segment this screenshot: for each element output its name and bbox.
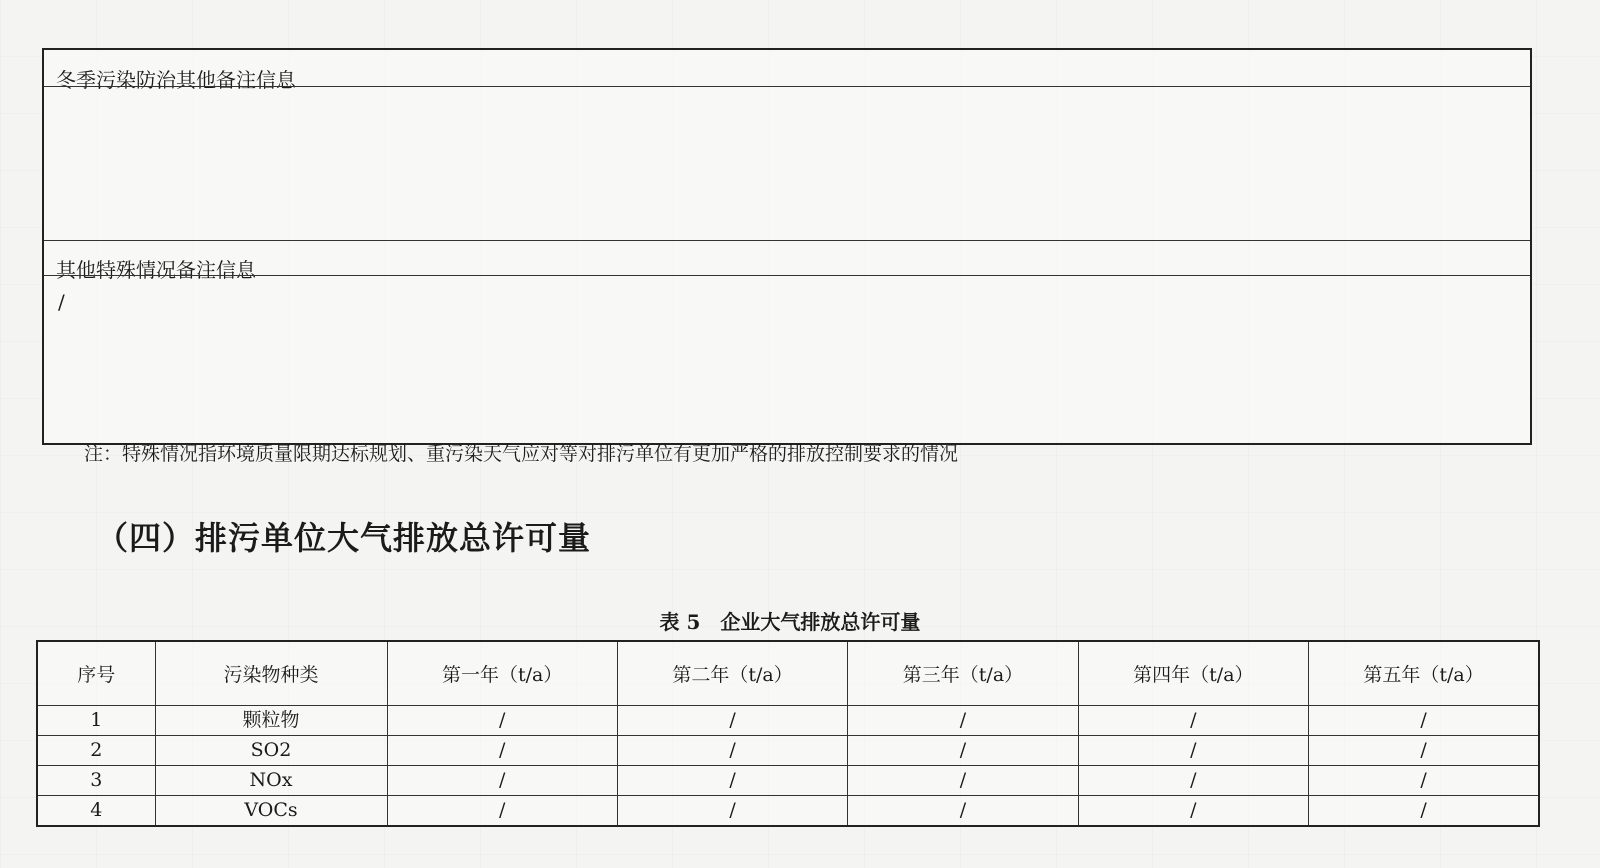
table-header-row	[37, 641, 1539, 706]
header-cell: 序号	[37, 641, 155, 706]
table-cell: 2	[37, 736, 155, 766]
table-cell: /	[1078, 736, 1308, 766]
divider	[44, 240, 1530, 241]
table-cell: /	[617, 706, 847, 736]
header-cell: 第三年（t/a）	[848, 641, 1078, 706]
table-cell: /	[1078, 706, 1308, 736]
divider	[44, 86, 1530, 87]
table-cell: 4	[37, 796, 155, 827]
table-cell: /	[1078, 796, 1308, 827]
table-cell: 颗粒物	[155, 706, 387, 736]
table-cell: 3	[37, 766, 155, 796]
table-cell: /	[387, 796, 617, 827]
header-cell: 第二年（t/a）	[617, 641, 847, 706]
table-row	[37, 766, 1539, 796]
table-cell: /	[1078, 766, 1308, 796]
header-cell: 第五年（t/a）	[1309, 641, 1539, 706]
table-row	[37, 736, 1539, 766]
table-cell: /	[1309, 766, 1539, 796]
table-cell: /	[387, 766, 617, 796]
table-cell: /	[387, 706, 617, 736]
special-remarks-label: 其他特殊情况备注信息	[56, 258, 256, 282]
table-caption: 表 5 企业大气排放总许可量	[659, 610, 921, 634]
table-cell: 1	[37, 706, 155, 736]
table-cell: VOCs	[155, 796, 387, 827]
header-cell: 第一年（t/a）	[387, 641, 617, 706]
table-row	[37, 796, 1539, 827]
table-cell: /	[848, 736, 1078, 766]
table-cell: SO2	[155, 736, 387, 766]
table-cell: /	[848, 796, 1078, 827]
table-cell: NOx	[155, 766, 387, 796]
remarks-table	[42, 48, 1532, 445]
divider	[44, 275, 1530, 276]
table-cell: /	[1309, 736, 1539, 766]
footnote: 注：特殊情况指环境质量限期达标规划、重污染天气应对等对排污单位有更加严格的排放控制要求的情况	[84, 443, 959, 465]
table-cell: /	[617, 796, 847, 827]
table-cell: /	[387, 736, 617, 766]
section-heading: （四）排污单位大气排放总许可量	[96, 519, 592, 557]
table-row	[37, 706, 1539, 736]
header-cell: 污染物种类	[155, 641, 387, 706]
table-cell: /	[617, 766, 847, 796]
table-cell: /	[848, 706, 1078, 736]
table-cell: /	[848, 766, 1078, 796]
winter-remarks-label: 冬季污染防治其他备注信息	[56, 68, 296, 92]
header-cell: 第四年（t/a）	[1078, 641, 1308, 706]
emissions-permit-table	[36, 640, 1540, 827]
table-cell: /	[617, 736, 847, 766]
table-cell: /	[1309, 706, 1539, 736]
special-remarks-value: /	[58, 290, 65, 314]
table-cell: /	[1309, 796, 1539, 827]
